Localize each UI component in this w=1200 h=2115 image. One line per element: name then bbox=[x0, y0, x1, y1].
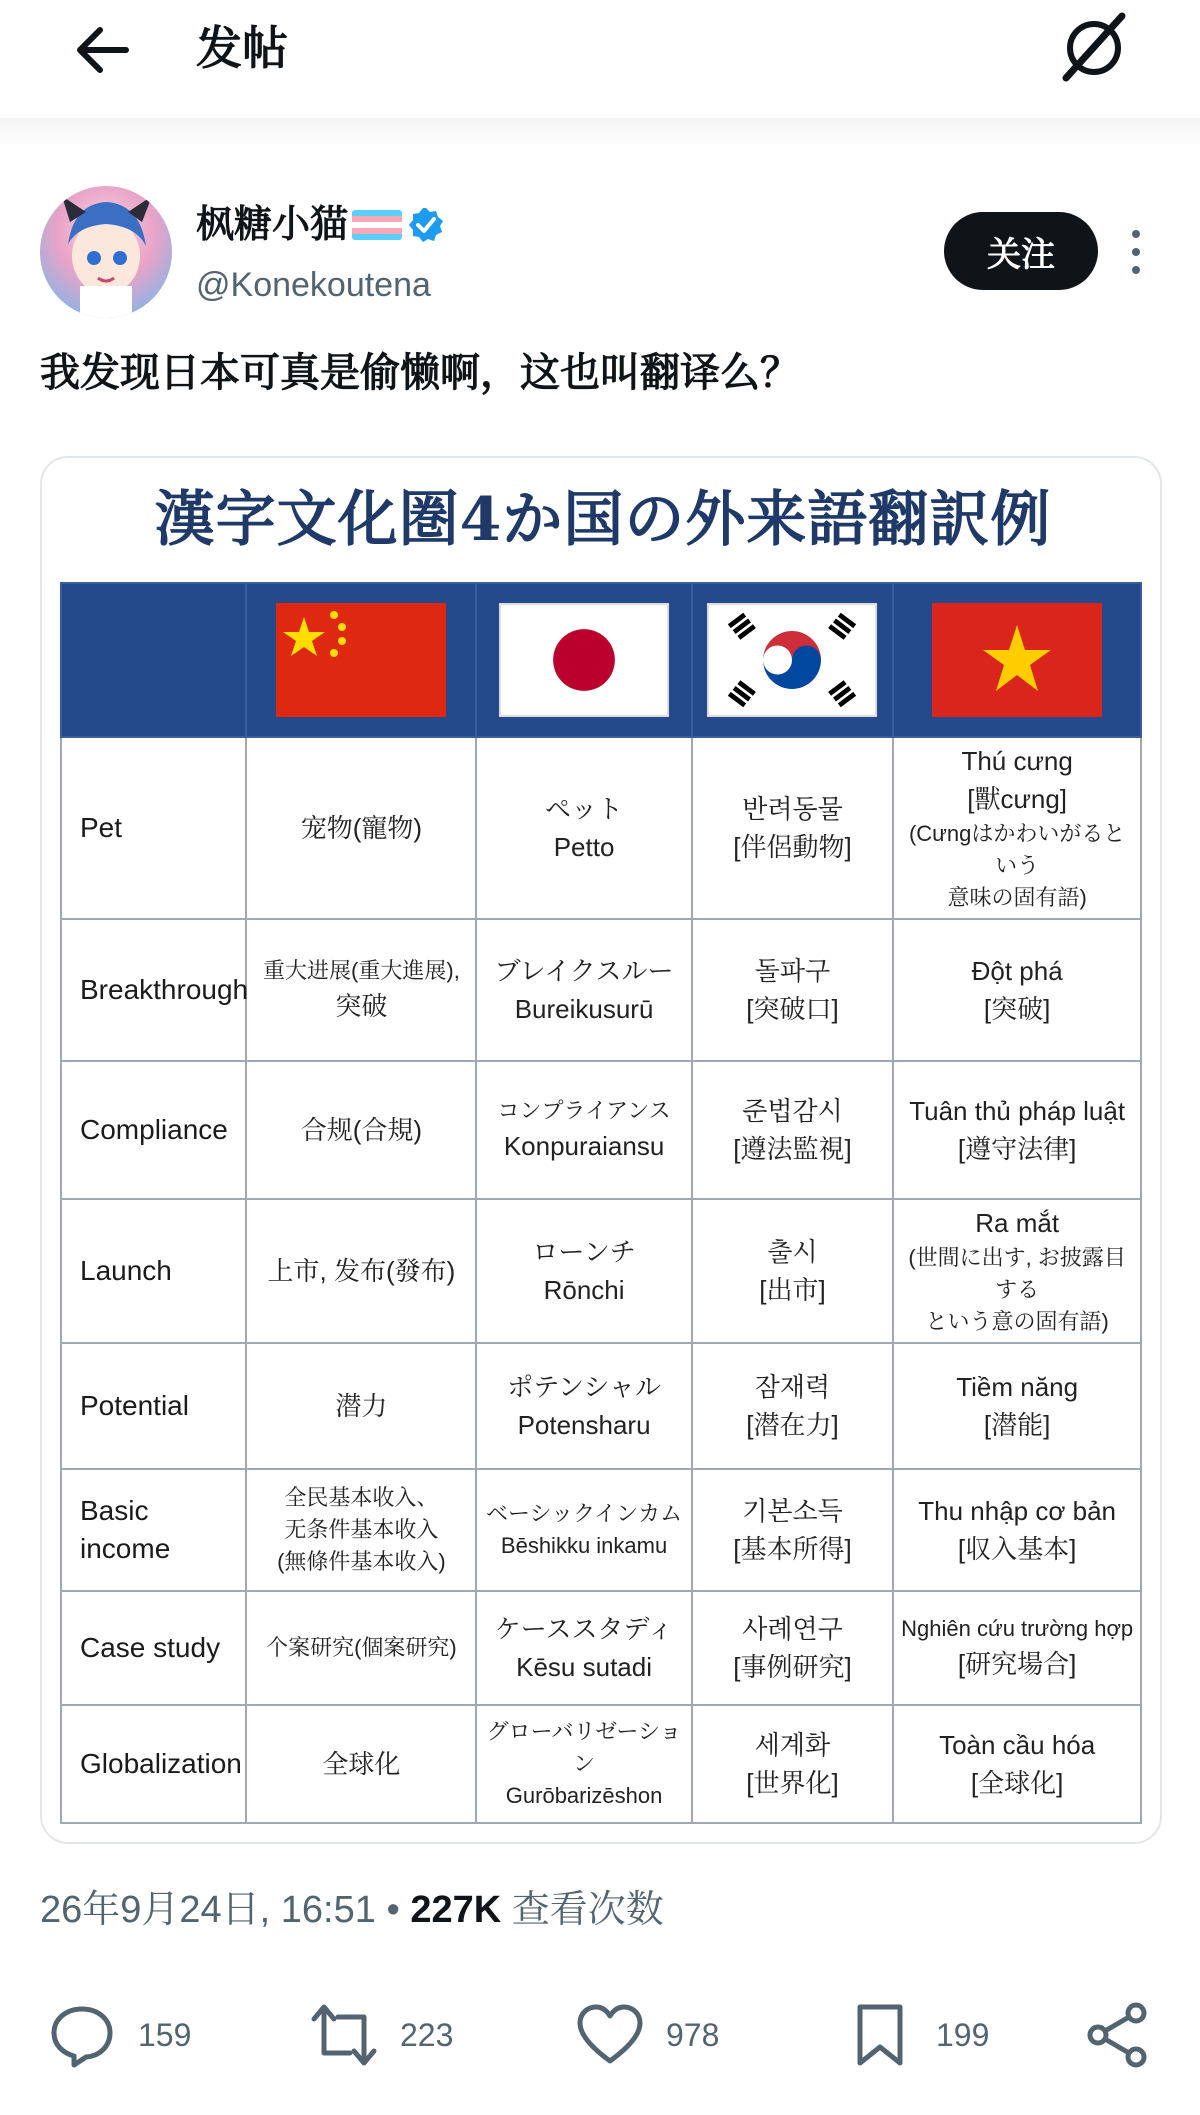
user-handle[interactable]: @Konekoutena bbox=[196, 266, 431, 304]
more-options-icon[interactable] bbox=[1118, 222, 1154, 282]
flag-cell-korea bbox=[692, 583, 894, 737]
bookmark-button[interactable] bbox=[846, 1990, 989, 2080]
term-vietnamese: Thu nhập cơ bản [収入基本] bbox=[893, 1469, 1141, 1591]
term-english: Potential bbox=[61, 1343, 246, 1469]
action-bar bbox=[0, 1990, 1200, 2080]
term-vietnamese: Đột phá [突破] bbox=[893, 919, 1141, 1061]
display-name-text: 枫糖小猫 bbox=[196, 204, 349, 246]
term-vietnamese: Tiềm năng [潜能] bbox=[893, 1343, 1141, 1469]
reply-icon bbox=[48, 2001, 116, 2069]
table-row bbox=[61, 1343, 1141, 1469]
term-korean: 기본소득 [基本所得] bbox=[692, 1469, 894, 1591]
term-korean: 반려동물 [伴侶動物] bbox=[692, 737, 894, 919]
japan-flag-icon bbox=[499, 603, 669, 717]
term-vietnamese: Toàn cầu hóa [全球化] bbox=[893, 1705, 1141, 1823]
bookmark-icon bbox=[846, 2001, 914, 2069]
arrow-left-icon bbox=[74, 26, 130, 74]
share-icon bbox=[1084, 2001, 1152, 2069]
term-japanese: ベーシックインカム Bēshikku inkamu bbox=[476, 1469, 691, 1591]
term-vietnamese: Nghiên cứu trường hợp [研究場合] bbox=[893, 1591, 1141, 1705]
term-korean: 돌파구 [突破口] bbox=[692, 919, 894, 1061]
table-row bbox=[61, 1705, 1141, 1823]
term-english: Globalization bbox=[61, 1705, 246, 1823]
app-logo-icon[interactable] bbox=[1056, 8, 1132, 84]
term-vietnamese: Ra mắt (世間に出す, お披露目する という意の固有語) bbox=[893, 1199, 1141, 1343]
repost-icon bbox=[310, 2001, 378, 2069]
term-english: Basic income bbox=[61, 1469, 246, 1591]
display-name[interactable] bbox=[196, 200, 444, 250]
vietnam-flag-icon bbox=[932, 603, 1102, 717]
term-korean: 잠재력 [潜在力] bbox=[692, 1343, 894, 1469]
avatar[interactable] bbox=[40, 186, 172, 318]
term-japanese: グローバリゼーション Gurōbarizēshon bbox=[476, 1705, 691, 1823]
term-english: Case study bbox=[61, 1591, 246, 1705]
repost-button[interactable] bbox=[310, 1990, 453, 2080]
china-flag-icon bbox=[276, 603, 446, 717]
term-japanese: ケーススタディ Kēsu sutadi bbox=[476, 1591, 691, 1705]
post-meta bbox=[40, 1884, 664, 1936]
flag-cell-china bbox=[246, 583, 476, 737]
image-title: 漢字文化圏4か国の外来語翻訳例 bbox=[154, 485, 1052, 555]
term-korean: 세계화 [世界化] bbox=[692, 1705, 894, 1823]
term-korean: 준법감시 [遵法監視] bbox=[692, 1061, 894, 1199]
term-japanese: ブレイクスルー Bureikusurū bbox=[476, 919, 691, 1061]
bookmark-count: 199 bbox=[936, 2016, 990, 2053]
post-text: 我发现日本可真是偷懒啊，这也叫翻译么？ bbox=[40, 351, 800, 395]
like-button[interactable] bbox=[576, 1990, 719, 2080]
top-bar bbox=[0, 0, 1200, 145]
table-row bbox=[61, 737, 1141, 919]
term-english: Pet bbox=[61, 737, 246, 919]
table-row bbox=[61, 1591, 1141, 1705]
term-chinese: 全球化 bbox=[246, 1705, 476, 1823]
term-english: Compliance bbox=[61, 1061, 246, 1199]
term-japanese: ローンチ Rōnchi bbox=[476, 1199, 691, 1343]
like-count: 978 bbox=[666, 2016, 720, 2053]
post-timestamp[interactable]: 26年9月24日, 16:51 bbox=[40, 1889, 376, 1931]
share-button[interactable] bbox=[1084, 1990, 1174, 2080]
flag-cell-vietnam bbox=[893, 583, 1141, 737]
verified-badge-icon bbox=[408, 207, 444, 243]
term-chinese: 个案研究(個案研究) bbox=[246, 1591, 476, 1705]
term-vietnamese: Tuân thủ pháp luật [遵守法律] bbox=[893, 1061, 1141, 1199]
term-japanese: ペット Petto bbox=[476, 737, 691, 919]
term-japanese: ポテンシャル Potensharu bbox=[476, 1343, 691, 1469]
term-chinese: 重大进展(重大進展), 突破 bbox=[246, 919, 476, 1061]
term-chinese: 全民基本收入、 无条件基本收入 (無條件基本收入) bbox=[246, 1469, 476, 1591]
table-row bbox=[61, 919, 1141, 1061]
back-button[interactable] bbox=[66, 14, 138, 86]
translation-table bbox=[60, 582, 1142, 1824]
term-chinese: 合规(合規) bbox=[246, 1061, 476, 1199]
term-english: Breakthrough bbox=[61, 919, 246, 1061]
page-title: 发帖 bbox=[196, 22, 288, 74]
table-row bbox=[61, 1061, 1141, 1199]
follow-button[interactable]: 关注 bbox=[944, 212, 1098, 290]
table-row bbox=[61, 1469, 1141, 1591]
flag-cell-empty bbox=[61, 583, 246, 737]
term-chinese: 宠物(寵物) bbox=[246, 737, 476, 919]
term-chinese: 潜力 bbox=[246, 1343, 476, 1469]
term-japanese: コンプライアンス Konpuraiansu bbox=[476, 1061, 691, 1199]
post-image[interactable] bbox=[40, 456, 1162, 1844]
views-label: 查看次数 bbox=[511, 1889, 664, 1931]
korea-flag-icon bbox=[707, 603, 877, 717]
heart-icon bbox=[576, 2001, 644, 2069]
term-english: Launch bbox=[61, 1199, 246, 1343]
term-korean: 출시 [出市] bbox=[692, 1199, 894, 1343]
top-bar-shadow bbox=[0, 118, 1200, 148]
term-vietnamese: Thú cưng [獸cưng] (Cưngはかわいがるという 意味の固有語) bbox=[893, 737, 1141, 919]
table-row bbox=[61, 1199, 1141, 1343]
meta-separator: • bbox=[386, 1889, 400, 1931]
views-count: 227K bbox=[410, 1889, 502, 1931]
term-korean: 사례연구 [事例研究] bbox=[692, 1591, 894, 1705]
term-chinese: 上市, 发布(發布) bbox=[246, 1199, 476, 1343]
reply-button[interactable] bbox=[48, 1990, 191, 2080]
flag-cell-japan bbox=[476, 583, 691, 737]
repost-count: 223 bbox=[400, 2016, 454, 2053]
reply-count: 159 bbox=[138, 2016, 192, 2053]
trans-flag-icon bbox=[352, 210, 402, 240]
flag-row bbox=[61, 583, 1141, 737]
